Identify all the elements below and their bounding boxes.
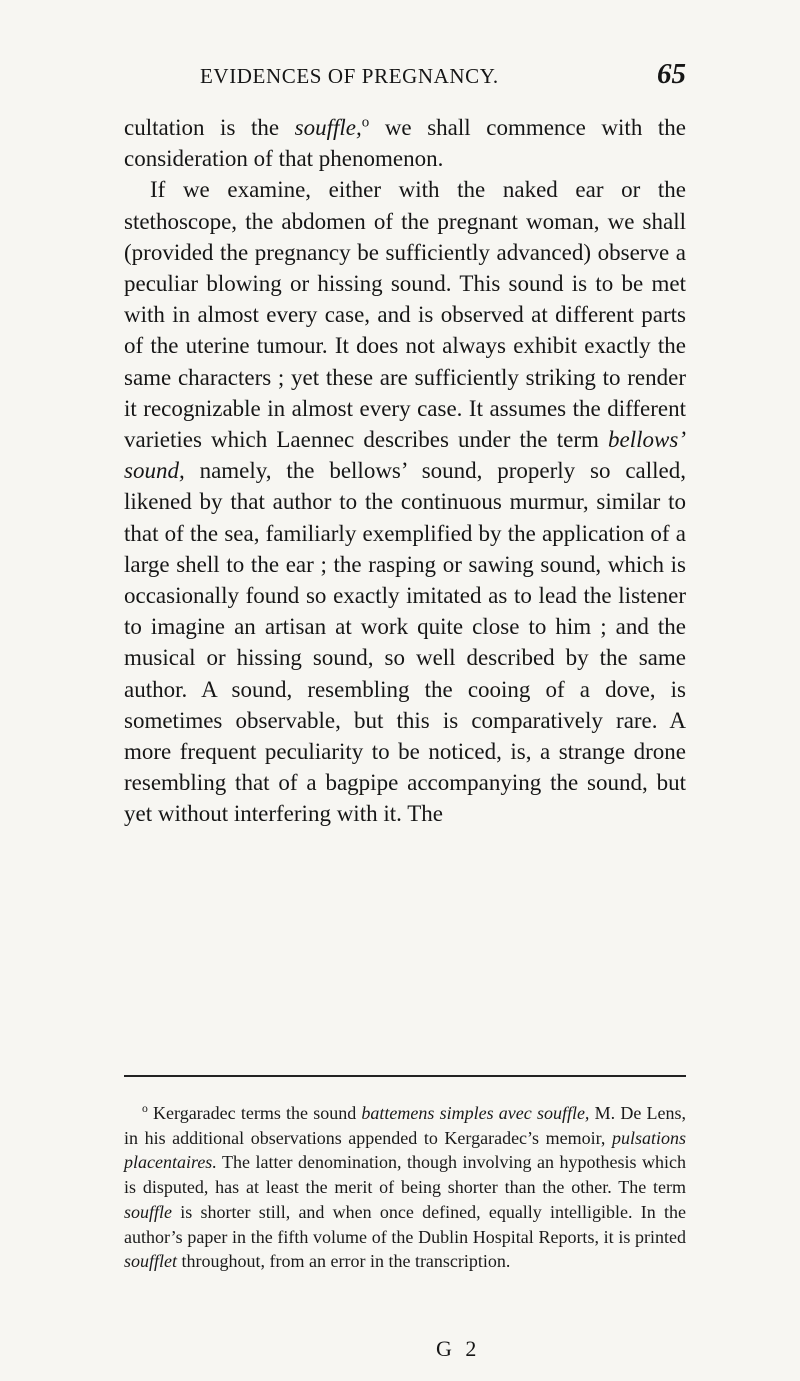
footnote-marker: o (142, 1102, 148, 1115)
footnote-italic-1: battemens simples avec souffle, (361, 1103, 590, 1123)
body-text (124, 112, 686, 830)
page-number: 65 (657, 58, 686, 90)
footnote-italic-4: soufflet (124, 1251, 177, 1272)
footnote-text-1: Kergaradec terms the sound (147, 1103, 362, 1123)
paragraph-2-text: If we examine, either with the naked ear or the stethoscope, the abdomen of the pregnant woman, we shall (provided the pregnancy be sufficiently advanced) observe a peculiar blowing or hissing sound. This sound is to be met with in almost every case, and is observed at different parts of the uterine tumour. It does not always exhibit exactly the same characters ; yet these are sufficiently striking to render it recognizable in almost every case. It assumes the different varieties which Laennec describes under the term (124, 177, 686, 453)
paragraph-1-text-end: we shall commence with the consideration of that phenomenon. (124, 115, 686, 172)
running-head (124, 58, 686, 94)
footnote-italic-3: souffle (124, 1201, 172, 1222)
paragraph-2-italic: bellows’ sound, (124, 427, 686, 484)
footnote-text-4: is shorter still, and when once defined, equally intelligible. In the author’s paper in the fifth volume of the Dublin Hospital Reports, it is printed (124, 1201, 686, 1247)
signature-mark: G 2 (436, 1336, 481, 1361)
paragraph-1-italic: souffle, (294, 115, 362, 140)
footnote-text-3: The latter denomination, though involving an hypothesis which is disputed, has at least the merit of being shorter than the other. The term (124, 1152, 686, 1198)
paragraph-1 (124, 112, 686, 174)
footnote-text-2: M. De Lens, in his additional observations appended to Kergaradec’s memoir, (124, 1103, 686, 1148)
footnote (124, 1101, 686, 1274)
paragraph-2-text-end: namely, the bellows’ sound, properly so called, likened by that author to the continuous murmur, similar to that of the sea, familiarly exemplified by the application of a large shell to the ear ; the rasping or sawing sound, which is occasionally found so exactly imitated as to lead the listener to imagine an artisan at work quite close to him ; and the musical or hissing sound, so well described by the same author. A sound, resembling the cooing of a dove, is sometimes observable, but this is comparatively rare. A more frequent peculiarity to be noticed, is, a strange drone resembling that of a bagpipe accompanying the sound, but yet without interfering with it. The (124, 458, 686, 827)
footnote-rule (124, 1075, 686, 1077)
footnote-italic-2: pulsations placentaires. (124, 1127, 686, 1173)
footnote-paragraph (124, 1101, 686, 1274)
paragraph-1-text: cultation is the (124, 115, 295, 140)
running-title: EVIDENCES OF PREGNANCY. (200, 64, 499, 88)
footnote-text-5: throughout, from an error in the transcription. (177, 1251, 511, 1272)
paragraph-2 (124, 174, 686, 829)
footnote-reference: o (361, 114, 370, 131)
